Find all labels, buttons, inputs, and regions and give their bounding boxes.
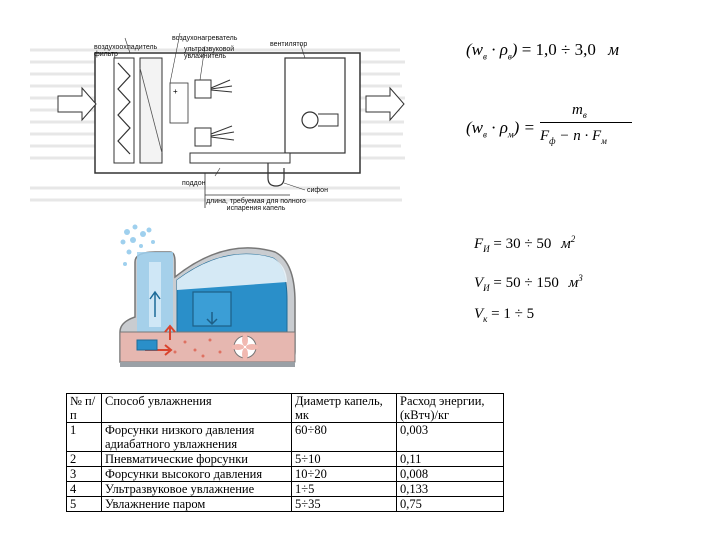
cell-method: Форсунки высокого давления xyxy=(102,467,292,482)
transducer xyxy=(137,340,157,350)
label-length: длина, требуемая для полного испарения капель xyxy=(206,198,306,212)
header-energy: Расход энергии, (кВтч)/кг xyxy=(397,394,504,423)
cell-energy: 0,133 xyxy=(397,482,504,497)
header-method: Способ увлажнения xyxy=(102,394,292,423)
cell-number: 3 xyxy=(67,467,102,482)
table-row xyxy=(67,423,504,452)
formula-4: $V_И = 50 \div 150$ $м^3$ xyxy=(474,273,583,293)
cell-diameter: 1÷5 xyxy=(292,482,397,497)
fan-icon xyxy=(302,112,318,128)
label-heater: воздухонагреватель xyxy=(172,35,238,42)
outlet-arrow-icon xyxy=(366,88,404,120)
header-number: № п/п xyxy=(67,394,102,423)
table-row xyxy=(67,467,504,482)
cell-number: 4 xyxy=(67,482,102,497)
humidifier-illustration xyxy=(115,222,305,372)
cell-energy: 0,11 xyxy=(397,452,504,467)
formula-5: $V_к = 1 \div 5$ xyxy=(474,306,535,324)
cell-diameter: 5÷35 xyxy=(292,497,397,512)
cell-number: 1 xyxy=(67,423,102,452)
formula-3: $F_И = 30 \div 50$ $м^2$ xyxy=(474,234,576,254)
label-filter: воздухоохладитель фильтр xyxy=(94,44,158,58)
formula-2-denominator: $F_ф - n \cdot F_м$ xyxy=(540,128,607,146)
formula-1: $(w_в \cdot \rho_в) = 1,0 \div 3,0$ м xyxy=(466,40,619,62)
header-diameter: Диаметр капель, мк xyxy=(292,394,397,423)
cell-energy: 0,75 xyxy=(397,497,504,512)
cell-method: Ультразвуковое увлажнение xyxy=(102,482,292,497)
label-fan: вентилятор xyxy=(270,41,308,48)
humidification-table xyxy=(66,393,504,512)
inlet-arrow-icon xyxy=(58,88,96,120)
label-tray: поддон xyxy=(182,180,206,187)
cell-number: 2 xyxy=(67,452,102,467)
cell-energy: 0,003 xyxy=(397,423,504,452)
formula-2-numerator: $m_в$ xyxy=(572,102,587,120)
cell-diameter: 60÷80 xyxy=(292,423,397,452)
cell-diameter: 5÷10 xyxy=(292,452,397,467)
table-row xyxy=(67,482,504,497)
fan-housing xyxy=(285,58,345,153)
tray xyxy=(190,153,290,163)
label-siphon: сифон xyxy=(307,187,328,194)
cell-energy: 0,008 xyxy=(397,467,504,482)
formula-2-lhs: $(w_в \cdot \rho_м)$ = xyxy=(466,118,535,140)
cell-method: Пневматические форсунки xyxy=(102,452,292,467)
table-row xyxy=(67,497,504,512)
table-header-row xyxy=(67,394,504,423)
cell-number: 5 xyxy=(67,497,102,512)
svg-text:+: + xyxy=(173,87,178,96)
cell-diameter: 10÷20 xyxy=(292,467,397,482)
fraction-bar xyxy=(540,122,632,123)
label-ultrasonic: ультразвуковой увлажнитель xyxy=(184,46,235,60)
cell-method: Форсунки низкого давления адиабатного увлажнения xyxy=(102,423,292,452)
cell-method: Увлажнение паром xyxy=(102,497,292,512)
table-row xyxy=(67,452,504,467)
